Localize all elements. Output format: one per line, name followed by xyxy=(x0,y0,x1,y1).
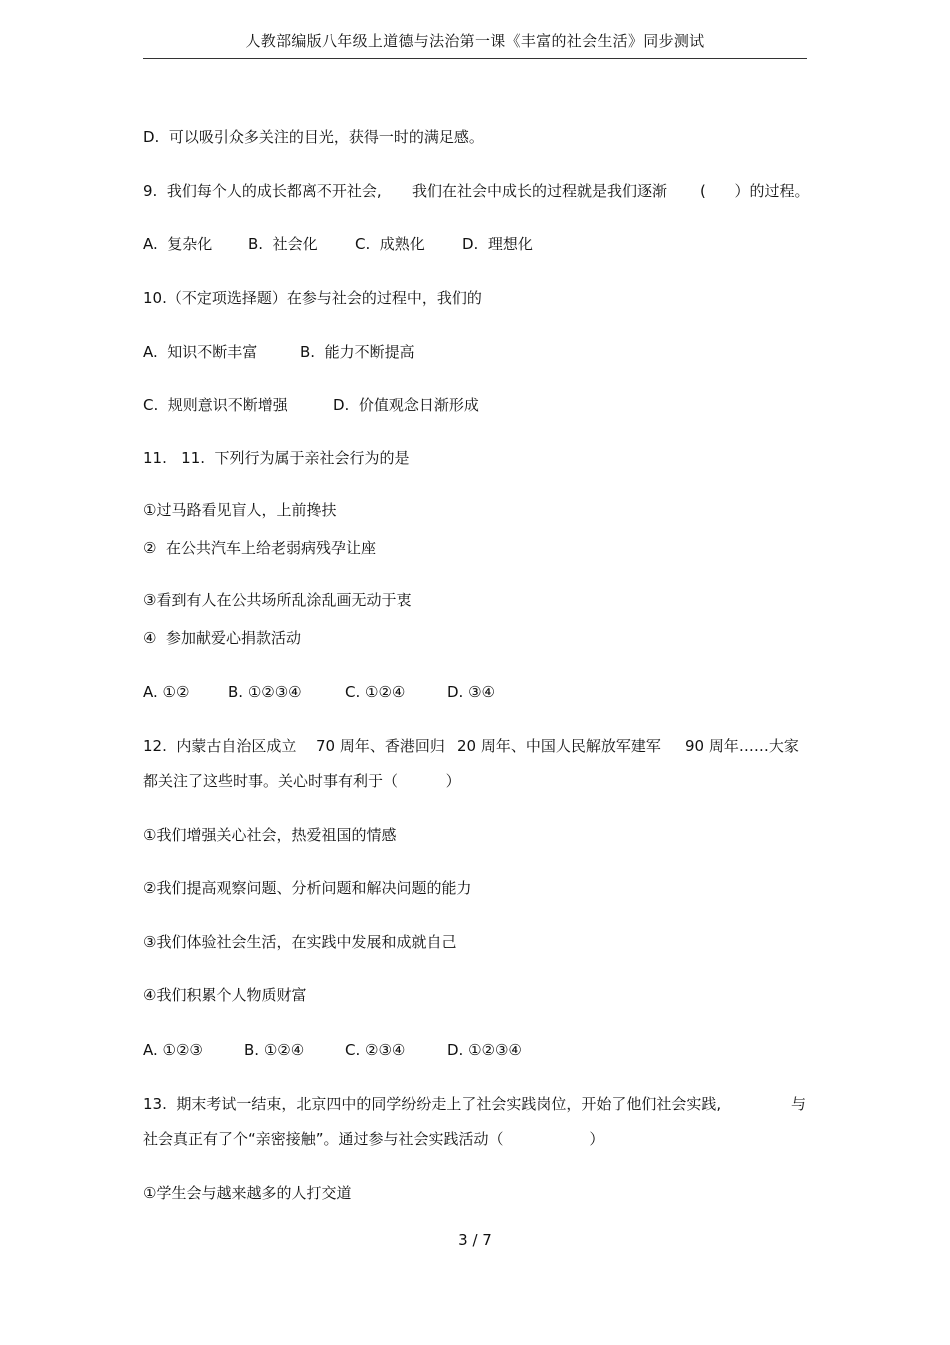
q13-stem-line2: 社会真正有了个“亲密接触”。通过参与社会实践活动（ ） xyxy=(143,1130,605,1148)
q9-option-a: A. 复杂化 xyxy=(143,235,213,253)
q12-item-3: ③我们体验社会生活，在实践中发展和成就自己 xyxy=(143,933,457,951)
q12-option-d: D. ①②③④ xyxy=(447,1041,522,1059)
q12-option-c: C. ②③④ xyxy=(345,1041,406,1059)
q12-option-a: A. ①②③ xyxy=(143,1041,203,1059)
q12-item-4: ④我们积累个人物质财富 xyxy=(143,986,307,1004)
q12-option-b: B. ①②④ xyxy=(244,1041,305,1059)
q12-stem-part4: 90 周年……大家 xyxy=(685,737,799,755)
q8-option-d: D. 可以吸引众多关注的目光，获得一时的满足感。 xyxy=(143,128,484,146)
q11-option-a: A. ①② xyxy=(143,683,190,701)
q12-stem-line2: 都关注了这些时事。关心时事有利于（ ） xyxy=(143,772,461,790)
q12-stem-part2: 70 周年、香港回归 xyxy=(316,737,445,755)
q11-stem: 11. 11. 下列行为属于亲社会行为的是 xyxy=(143,449,410,467)
q11-item-4: ④ 参加献爱心捐款活动 xyxy=(143,629,301,647)
q12-item-1: ①我们增强关心社会，热爱祖国的情感 xyxy=(143,826,397,844)
q11-item-2: ② 在公共汽车上给老弱病残孕让座 xyxy=(143,539,376,557)
page-number: 3 / 7 xyxy=(458,1231,492,1249)
q10-option-b: B. 能力不断提高 xyxy=(300,343,415,361)
page-header-title: 人教部编版八年级上道德与法治第一课《丰富的社会生活》同步测试 xyxy=(245,32,705,50)
q13-stem-part1: 13. 期末考试一结束，北京四中的同学纷纷走上了社会实践岗位，开始了他们社会实践, xyxy=(143,1095,722,1113)
q10-stem: 10.（不定项选择题）在参与社会的过程中，我们的 xyxy=(143,289,482,307)
q12-item-2: ②我们提高观察问题、分析问题和解决问题的能力 xyxy=(143,879,472,897)
q11-option-d: D. ③④ xyxy=(447,683,495,701)
q9-option-c: C. 成熟化 xyxy=(355,235,425,253)
q9-stem-part1: 9. 我们每个人的成长都离不开社会, xyxy=(143,182,382,200)
q9-option-d: D. 理想化 xyxy=(462,235,533,253)
q10-option-d: D. 价值观念日渐形成 xyxy=(333,396,479,414)
q9-option-b: B. 社会化 xyxy=(248,235,318,253)
q9-stem-part3: ( ）的过程。 xyxy=(700,182,810,200)
q9-stem-part2: 我们在社会中成长的过程就是我们逐渐 xyxy=(412,182,668,200)
q12-stem-part3: 20 周年、中国人民解放军建军 xyxy=(457,737,661,755)
q13-stem-part2: 与 xyxy=(791,1095,807,1113)
q11-item-1: ①过马路看见盲人，上前搀扶 xyxy=(143,501,337,519)
q10-option-c: C. 规则意识不断增强 xyxy=(143,396,288,414)
q12-stem-part1: 12. 内蒙古自治区成立 xyxy=(143,737,297,755)
q13-item-1: ①学生会与越来越多的人打交道 xyxy=(143,1184,352,1202)
q10-option-a: A. 知识不断丰富 xyxy=(143,343,258,361)
q11-option-b: B. ①②③④ xyxy=(228,683,302,701)
q11-item-3: ③看到有人在公共场所乱涂乱画无动于衷 xyxy=(143,591,412,609)
q11-option-c: C. ①②④ xyxy=(345,683,406,701)
header-divider xyxy=(143,58,807,59)
